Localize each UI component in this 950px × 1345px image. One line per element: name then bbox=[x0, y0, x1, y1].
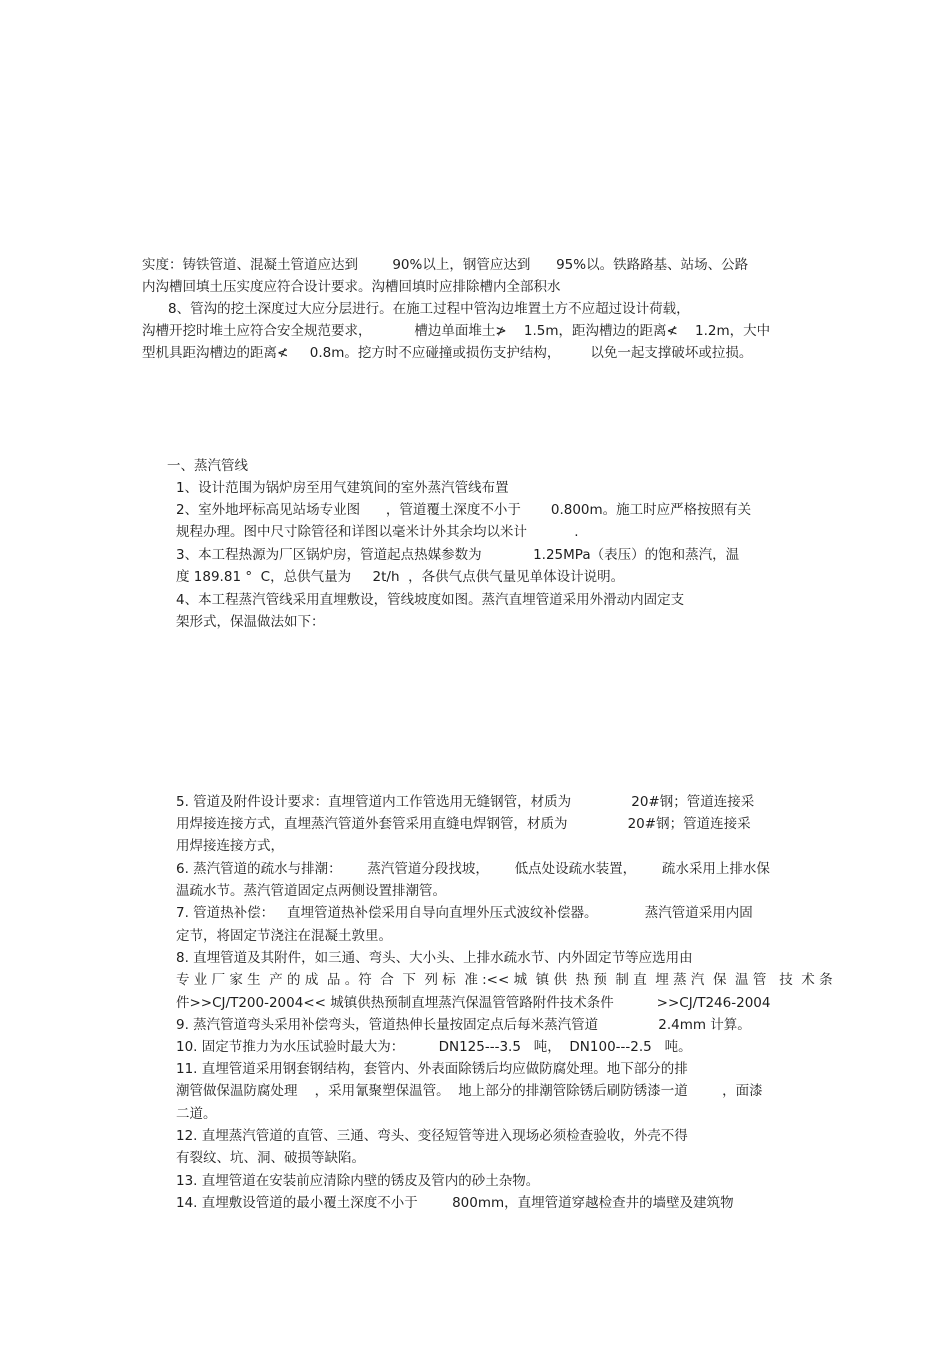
text-line: 用焊接连接方式，直埋蒸汽管道外套管采用直缝电焊钢管，材质为 20#钢；管道连接采 bbox=[176, 816, 751, 832]
text-line: 14. 直埋敷设管道的最小覆土深度不小于 800mm，直埋管道穿越检查井的墙壁及建筑物 bbox=[176, 1195, 734, 1211]
text-line: 13. 直埋管道在安装前应清除内壁的锈皮及管内的砂土杂物。 bbox=[176, 1173, 540, 1189]
text-line: 潮管做保温防腐处理 ，采用氰聚塑保温管。 地上部分的排潮管除锈后刷防锈漆一道 ，面漆 bbox=[176, 1083, 763, 1099]
text-line: 用焊接连接方式， bbox=[176, 838, 284, 854]
text-line: 架形式，保温做法如下： bbox=[176, 614, 325, 630]
text-line: 温疏水节。蒸汽管道固定点两侧设置排潮管。 bbox=[176, 883, 446, 899]
text-line: 型机具距沟槽边的距离≮ 0.8m。挖方时不应碰撞或损伤支护结构， 以免一起支撑破坏或拉损。 bbox=[142, 345, 753, 361]
text-line: 内沟槽回填土压实度应符合设计要求。沟槽回填时应排除槽内全部积水 bbox=[142, 279, 561, 295]
text-line: 实度：铸铁管道、混凝土管道应达到 90%以上，钢管应达到 95%以。铁路路基、站场、公路 bbox=[142, 257, 749, 273]
text-line: 8. 直埋管道及其附件，如三通、弯头、大小头、上排水疏水节、内外固定节等应选用由 bbox=[176, 950, 693, 966]
text-line: 6. 蒸汽管道的疏水与排潮： 蒸汽管道分段找坡， 低点处设疏水装置， 疏水采用上排水保 bbox=[176, 861, 770, 877]
text-line: 3、本工程热源为厂区锅炉房，管道起点热媒参数为 1.25MPa（表压）的饱和蒸汽，温 bbox=[176, 547, 740, 563]
text-line: 5. 管道及附件设计要求：直埋管道内工作管选用无缝钢管，材质为 20#钢；管道连接采 bbox=[176, 794, 755, 810]
text-line: 9. 蒸汽管道弯头采用补偿弯头，管道热伸长量按固定点后每米蒸汽管道 2.4mm 计算。 bbox=[176, 1017, 751, 1033]
text-line: 有裂纹、坑、洞、破损等缺陷。 bbox=[176, 1150, 365, 1166]
text-line: 4、本工程蒸汽管线采用直埋敷设，管线坡度如图。蒸汽直埋管道采用外滑动内固定支 bbox=[176, 592, 685, 608]
text-line: 件>>CJ/T200-2004<< 城镇供热预制直埋蒸汽保温管管路附件技术条件 >>CJ/T246-2004 bbox=[176, 995, 771, 1011]
text-line: 2、室外地坪标高见站场专业图 ，管道覆土深度不小于 0.800m。施工时应严格按照有关 bbox=[176, 502, 752, 518]
text-line: 规程办理。图中尺寸除管径和详图以毫米计外其余均以米计 . bbox=[176, 524, 579, 540]
text-line: 12. 直埋蒸汽管道的直管、三通、弯头、变径短管等进入现场必须检查验收，外壳不得 bbox=[176, 1128, 688, 1144]
text-line: 7. 管道热补偿： 直埋管道热补偿采用自导向直埋外压式波纹补偿器。 蒸汽管道采用内固 bbox=[176, 905, 753, 921]
text-line: 11. 直埋管道采用钢套钢结构，套管内、外表面除锈后均应做防腐处理。地下部分的排 bbox=[176, 1061, 688, 1077]
text-line: 沟槽开挖时堆土应符合安全规范要求， 槽边单面堆土≯ 1.5m，距沟槽边的距离≮ 1.2m，大中 bbox=[142, 323, 771, 339]
text-line: 10. 固定节推力为水压试验时最大为： DN125---3.5 吨， DN100---2.5 吨。 bbox=[176, 1039, 692, 1055]
text-line: 定节，将固定节浇注在混凝土敦里。 bbox=[176, 928, 392, 944]
text-line: 度 189.81 ° C，总供气量为 2t/h ，各供气点供气量见单体设计说明。 bbox=[176, 569, 625, 585]
text-line: 8、管沟的挖土深度过大应分层进行。在施工过程中管沟边堆置土方不应超过设计荷载， bbox=[168, 301, 690, 317]
text-line: 1、设计范围为锅炉房至用气建筑间的室外蒸汽管线布置 bbox=[176, 480, 509, 496]
text-line: 专 业 厂 家 生 产 的 成 品 。符 合 下 列 标 准 :<< 城 镇 供 热 预 制 直 埋 蒸 汽 保 温 管 技 术 条 bbox=[176, 972, 833, 988]
section-heading: 一、蒸汽管线 bbox=[167, 458, 248, 474]
text-line: 二道。 bbox=[176, 1106, 217, 1122]
